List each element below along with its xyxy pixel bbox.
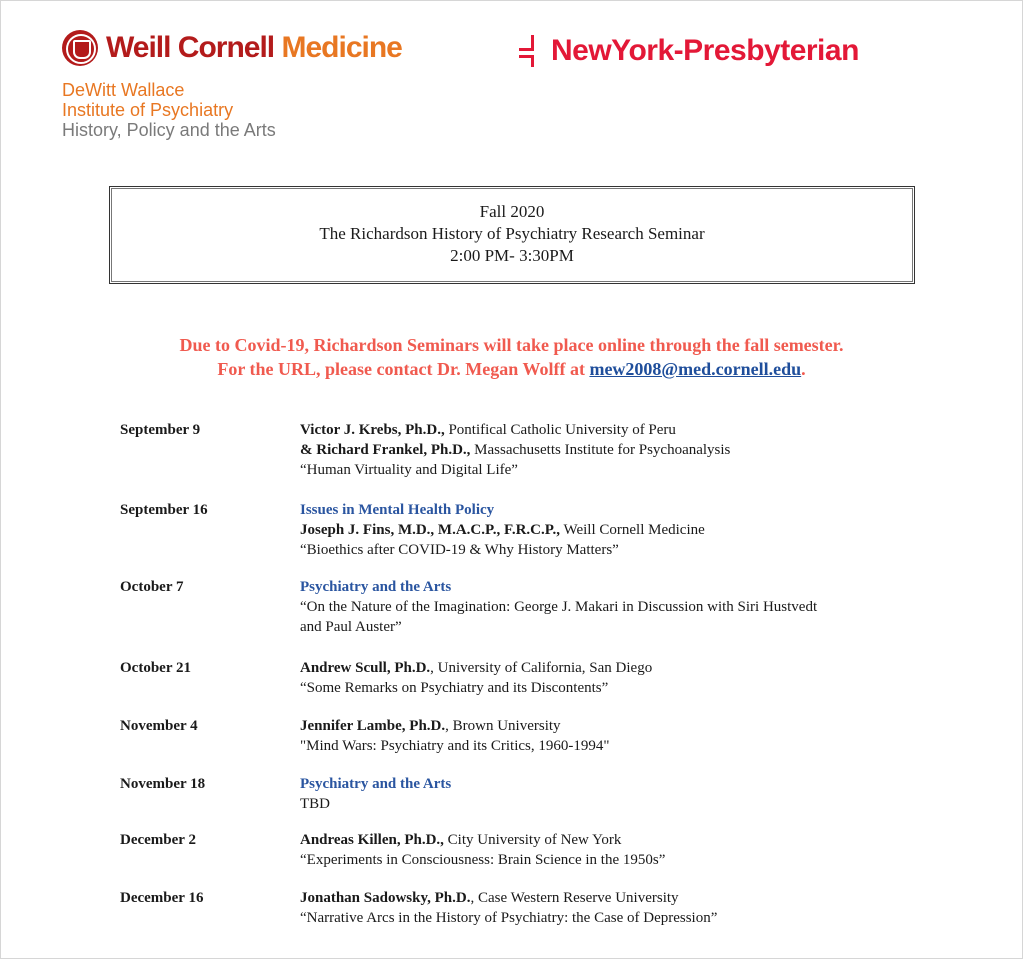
series-title: Psychiatry and the Arts	[300, 579, 452, 595]
speaker-affiliation: , Brown University	[445, 718, 561, 734]
nyp-mark-icon	[519, 35, 541, 67]
speaker-affiliation: , Case Western Reserve University	[470, 890, 679, 906]
speaker-name: Andrew Scull, Ph.D.	[300, 660, 431, 676]
talk-title-continued: and Paul Auster”	[300, 619, 402, 635]
wcm-medicine-text: Medicine	[281, 31, 402, 64]
series-title: Issues in Mental Health Policy	[300, 502, 495, 518]
contact-email-link[interactable]: mew2008@med.cornell.edu	[589, 359, 802, 379]
speaker-affiliation: City University of New York	[443, 832, 622, 848]
talk-title: “Some Remarks on Psychiatry and its Discontents”	[300, 680, 609, 696]
event-date: December 2	[120, 832, 196, 848]
speaker-affiliation: , University of California, San Diego	[430, 660, 653, 676]
speaker-name: Jonathan Sadowsky, Ph.D.	[300, 890, 471, 906]
cornell-seal-icon	[62, 30, 98, 66]
event-date: September 9	[120, 422, 201, 438]
wcm-wordmark	[106, 31, 402, 65]
covid-notice	[0, 333, 1023, 381]
notice-contact-text: For the URL, please contact Dr. Megan Wolff at	[217, 359, 590, 379]
speaker-affiliation: Pontifical Catholic University of Peru	[444, 422, 676, 438]
notice-line-2	[0, 357, 1023, 381]
talk-title: “Human Virtuality and Digital Life”	[300, 462, 518, 478]
event-date: October 7	[120, 579, 184, 595]
speaker-name: & Richard Frankel, Ph.D.,	[300, 442, 471, 458]
event-date: October 21	[120, 660, 191, 676]
seminar-title: The Richardson History of Psychiatry Research Seminar	[319, 224, 705, 243]
talk-title: “On the Nature of the Imagination: George J. Makari in Discussion with Siri Hustvedt	[300, 599, 818, 615]
speaker-line	[300, 716, 920, 736]
talk-title: TBD	[300, 796, 330, 812]
notice-period: .	[801, 359, 806, 379]
talk-title: "Mind Wars: Psychiatry and its Critics, 1960-1994"	[300, 738, 610, 754]
series-title: Psychiatry and the Arts	[300, 776, 452, 792]
speaker-name: Victor J. Krebs, Ph.D.,	[300, 422, 445, 438]
event-date: December 16	[120, 890, 204, 906]
speaker-name: Jennifer Lambe, Ph.D.	[300, 718, 446, 734]
speaker-line	[300, 520, 920, 540]
wcm-weill-text: Weill Cornell	[106, 31, 275, 64]
seminar-title-box	[109, 186, 915, 284]
nyp-wordmark: NewYork-Presbyterian	[551, 34, 859, 67]
talk-title: “Bioethics after COVID-19 & Why History Matters”	[300, 542, 619, 558]
weill-cornell-logo	[62, 30, 402, 66]
newyork-presbyterian-logo	[519, 34, 859, 68]
speaker-affiliation: Massachusetts Institute for Psychoanalysis	[470, 442, 731, 458]
institute-name	[62, 80, 276, 140]
talk-title: “Narrative Arcs in the History of Psychiatry: the Case of Depression”	[300, 910, 718, 926]
speaker-name: Joseph J. Fins, M.D., M.A.C.P., F.R.C.P.,	[300, 522, 561, 538]
event-date: November 18	[120, 776, 206, 792]
speaker-line	[300, 888, 920, 908]
event-date: September 16	[120, 502, 208, 518]
term-title: Fall 2020	[479, 202, 545, 221]
talk-title: “Experiments in Consciousness: Brain Science in the 1950s”	[300, 852, 666, 868]
seminar-time: 2:00 PM- 3:30PM	[450, 246, 574, 265]
speaker-affiliation: Weill Cornell Medicine	[560, 522, 705, 538]
institute-line-1: DeWitt Wallace	[62, 80, 185, 100]
speaker-line	[300, 658, 920, 678]
speaker-line	[300, 420, 920, 440]
institute-line-2: Institute of Psychiatry	[62, 100, 234, 120]
speaker-line	[300, 440, 920, 460]
speaker-name: Andreas Killen, Ph.D.,	[300, 832, 444, 848]
institute-line-3: History, Policy and the Arts	[62, 120, 276, 140]
speaker-line	[300, 830, 920, 850]
notice-line-1: Due to Covid-19, Richardson Seminars will take place online through the fall semester.	[179, 335, 844, 355]
event-date: November 4	[120, 718, 198, 734]
